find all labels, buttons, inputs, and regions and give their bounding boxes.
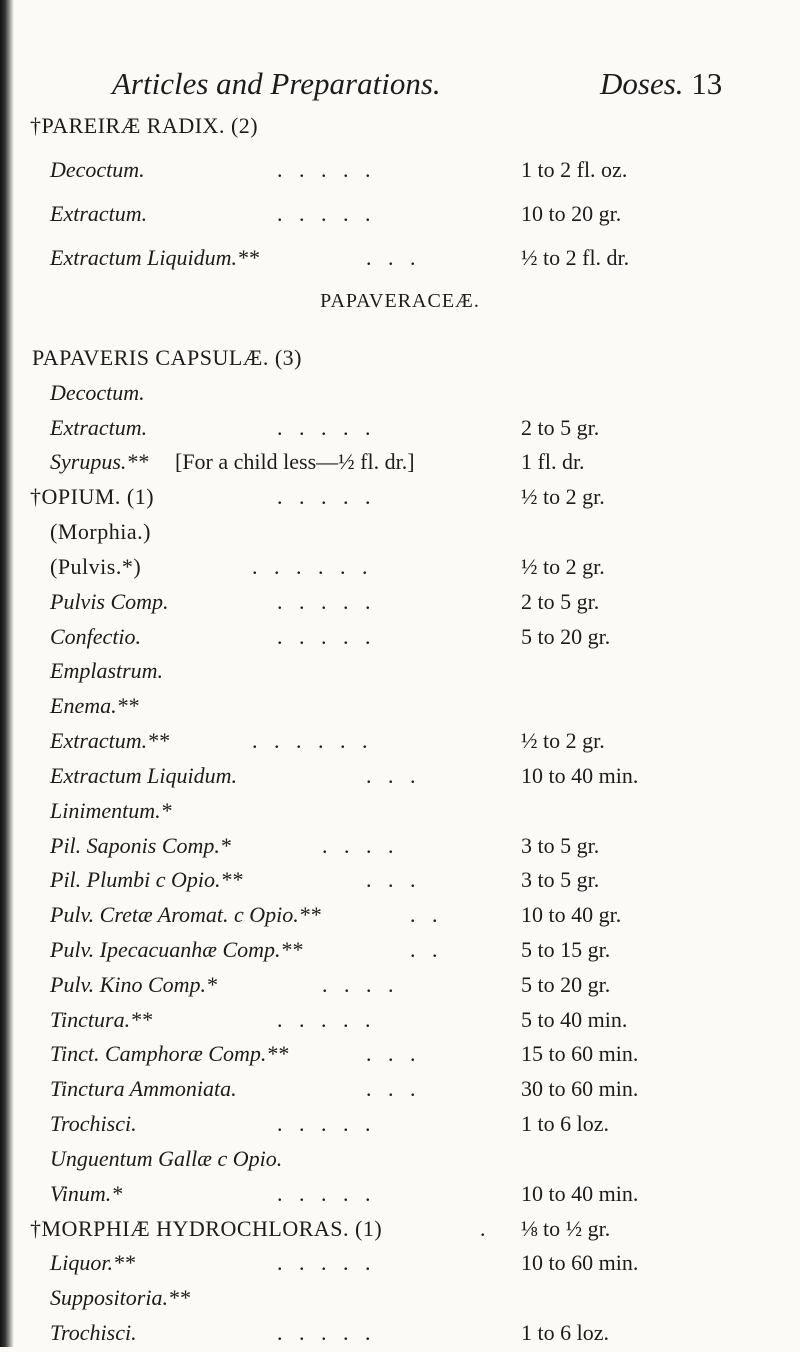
- dose-value: 5 to 20 gr.: [521, 972, 611, 997]
- preparation-name: Tinct. Camphoræ Comp.**: [50, 1041, 289, 1066]
- preparation-name: Extractum.: [50, 201, 148, 226]
- dose-value: 5 to 40 min.: [521, 1007, 628, 1032]
- drug-name: (Morphia.): [50, 519, 151, 544]
- running-header-title: Articles and Preparations.: [112, 66, 441, 101]
- preparation-name: Suppositoria.**: [50, 1285, 190, 1310]
- preparation-name: Syrupus.**: [50, 449, 149, 474]
- preparation-name: Emplastrum.: [50, 658, 164, 683]
- dot-leader: . . . . .: [277, 415, 371, 440]
- table-row: [0, 624, 800, 656]
- running-header-right: [600, 66, 722, 102]
- dose-value: ½ to 2 gr.: [521, 728, 605, 753]
- preparation-name: Trochisci.: [50, 1320, 137, 1345]
- table-row: [0, 380, 800, 412]
- preparation-name: Extractum Liquidum.**: [50, 245, 259, 270]
- table-row: [0, 798, 800, 830]
- table-row: [0, 1007, 800, 1039]
- dose-value: 15 to 60 min.: [521, 1041, 639, 1066]
- dose-value: 1 to 6 loz.: [521, 1111, 609, 1136]
- dose-value: 1 to 2 fl. oz.: [521, 157, 628, 182]
- dot-leader: . . . . .: [277, 201, 371, 226]
- page-number: 13: [691, 66, 723, 101]
- table-row: [0, 554, 800, 586]
- table-row: [0, 1216, 800, 1248]
- table-row: [0, 937, 800, 969]
- dose-value: 1 to 6 loz.: [521, 1320, 609, 1345]
- dose-value: 10 to 40 gr.: [521, 902, 622, 927]
- table-row: [0, 833, 800, 865]
- preparation-name: Linimentum.*: [50, 798, 172, 823]
- dot-leader: . . . . .: [277, 1181, 371, 1206]
- preparation-name: Decoctum.: [50, 380, 145, 405]
- dot-leader: . . .: [366, 1076, 416, 1101]
- table-row: [0, 201, 800, 233]
- doses-heading: Doses.: [600, 66, 684, 101]
- table-row: [0, 1285, 800, 1317]
- dot-leader: . . . . . .: [252, 554, 368, 579]
- preparation-name: Trochisci.: [50, 1111, 137, 1136]
- dose-value: ½ to 2 gr.: [521, 554, 605, 579]
- dose-value: 3 to 5 gr.: [521, 867, 600, 892]
- table-row: [0, 1041, 800, 1073]
- dose-value: 1 fl. dr.: [521, 449, 585, 474]
- dot-leader: . .: [410, 937, 438, 962]
- dot-leader: . . . . .: [277, 624, 371, 649]
- dose-value: 10 to 40 min.: [521, 763, 639, 788]
- table-row: [0, 693, 800, 725]
- dose-value: 30 to 60 min.: [521, 1076, 639, 1101]
- preparation-name: Pil. Plumbi c Opio.**: [50, 867, 243, 892]
- drug-name: †MORPHIÆ HYDROCHLORAS. (1): [30, 1216, 383, 1241]
- dot-leader: . .: [410, 902, 438, 927]
- preparation-name: Pulv. Cretæ Aromat. c Opio.**: [50, 902, 321, 927]
- table-row: [0, 1076, 800, 1108]
- table-row: [0, 113, 800, 145]
- dose-value: 2 to 5 gr.: [521, 415, 600, 440]
- preparation-name: Pulv. Kino Comp.*: [50, 972, 218, 997]
- preparation-name: Enema.**: [50, 693, 139, 718]
- dot-leader: . . . . .: [277, 1111, 371, 1136]
- table-row: [0, 345, 800, 377]
- preparation-name: Extractum Liquidum.: [50, 763, 237, 788]
- table-row: [0, 867, 800, 899]
- preparation-name: Confectio.: [50, 624, 142, 649]
- dot-leader: . . . . .: [277, 589, 371, 614]
- preparation-name: Unguentum Gallæ c Opio.: [50, 1146, 283, 1171]
- table-row: [0, 449, 800, 481]
- dot-leader: . . .: [366, 1041, 416, 1066]
- dot-leader: . . . . .: [277, 1250, 371, 1275]
- preparation-name: Pulvis Comp.: [50, 589, 169, 614]
- preparation-name: Tinctura.**: [50, 1007, 153, 1032]
- dot-leader: .: [480, 1216, 486, 1241]
- preparation-name: Pulv. Ipecacuanhæ Comp.**: [50, 937, 303, 962]
- preparation-name: Vinum.*: [50, 1181, 123, 1206]
- dot-leader: . . . . . .: [252, 728, 368, 753]
- drug-name: PAPAVERIS CAPSULÆ. (3): [32, 345, 303, 370]
- section-heading-papaveraceae: PAPAVERACEÆ.: [320, 290, 480, 312]
- table-row: [0, 728, 800, 760]
- dose-value: 10 to 40 min.: [521, 1181, 639, 1206]
- table-row: [0, 1250, 800, 1282]
- table-row: [0, 245, 800, 277]
- preparation-name: Decoctum.: [50, 157, 145, 182]
- preparation-name: Pil. Saponis Comp.*: [50, 833, 231, 858]
- table-row: [0, 902, 800, 934]
- table-row: [0, 972, 800, 1004]
- dot-leader: . . . . .: [277, 484, 371, 509]
- table-row: [0, 415, 800, 447]
- dose-value: 10 to 60 min.: [521, 1250, 639, 1275]
- dose-value: 5 to 15 gr.: [521, 937, 611, 962]
- table-row: [0, 1146, 800, 1178]
- table-row: [0, 589, 800, 621]
- preparation-name: Liquor.**: [50, 1250, 135, 1275]
- dot-leader: . . .: [366, 245, 416, 270]
- table-row: [0, 1181, 800, 1213]
- dot-leader: . . . . .: [277, 1320, 371, 1345]
- drug-name: †OPIUM. (1): [30, 484, 155, 509]
- dot-leader: . . .: [366, 763, 416, 788]
- dot-leader: . . . .: [322, 833, 394, 858]
- dot-leader: . . .: [366, 867, 416, 892]
- dose-value: 5 to 20 gr.: [521, 624, 611, 649]
- preparation-name: Extractum.**: [50, 728, 170, 753]
- dot-leader: . . . . .: [277, 157, 371, 182]
- table-row: [0, 157, 800, 189]
- dose-value: ½ to 2 gr.: [521, 484, 605, 509]
- table-row: [0, 1111, 800, 1143]
- dose-value: 3 to 5 gr.: [521, 833, 600, 858]
- drug-name: (Pulvis.*): [50, 554, 142, 579]
- dose-value: 10 to 20 gr.: [521, 201, 622, 226]
- dose-note: [For a child less—½ fl. dr.]: [175, 449, 415, 474]
- table-row: [0, 519, 800, 551]
- table-row: [0, 484, 800, 516]
- table-row: [0, 1320, 800, 1352]
- drug-name: †PAREIRÆ RADIX. (2): [30, 113, 259, 138]
- preparation-name: Extractum.: [50, 415, 148, 440]
- dose-value: ½ to 2 fl. dr.: [521, 245, 630, 270]
- preparation-name: Tinctura Ammoniata.: [50, 1076, 237, 1101]
- dose-value: 2 to 5 gr.: [521, 589, 600, 614]
- table-row: [0, 658, 800, 690]
- dot-leader: . . . .: [322, 972, 394, 997]
- dot-leader: . . . . .: [277, 1007, 371, 1032]
- table-row: [0, 763, 800, 795]
- dose-value: ⅛ to ½ gr.: [521, 1216, 611, 1241]
